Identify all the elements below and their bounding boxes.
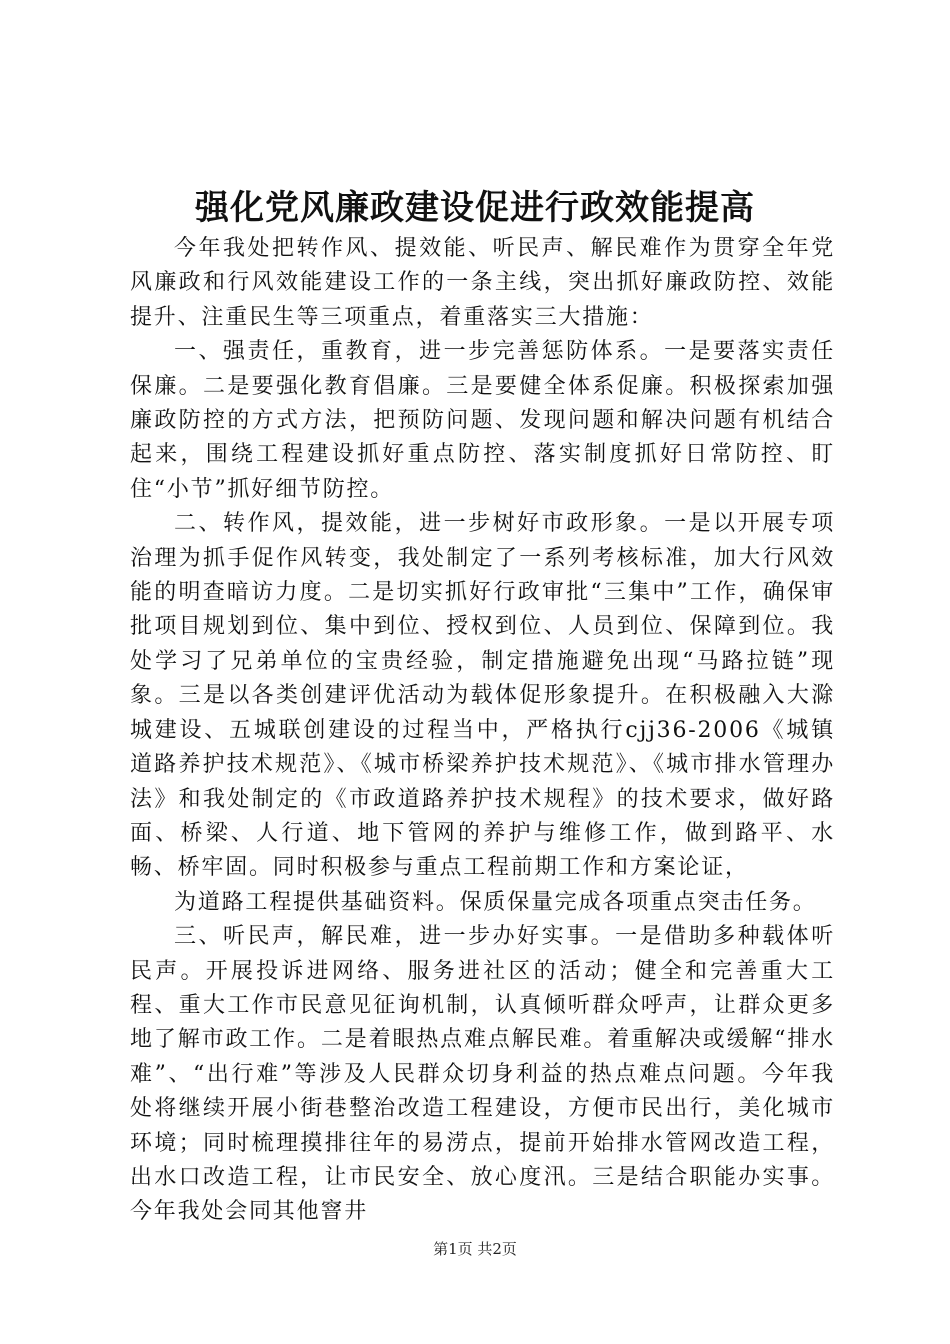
page-number-footer: 第1页 共2页: [433, 1240, 517, 1258]
document-title: 强化党风廉政建设促进行政效能提高: [195, 188, 755, 228]
paragraph-intro: 今年我处把转作风、提效能、听民声、解民难作为贯穿全年党风廉政和行风效能建设工作的一条主线，突出抓好廉政防控、效能提升、注重民生等三项重点，着重落实三大措施：: [130, 236, 835, 330]
paragraph-section-2: 二、转作风，提效能，进一步树好市政形象。一是以开展专项治理为抓手促作风转变，我处制定了一系列考核标准，加大行风效能的明查暗访力度。二是切实抓好行政审批“三集中”工作，确保审批项目规划到位、集中到位、授权到位、人员到位、保障到位。我处学习了兄弟单位的宝贵经验，制定措施避免出现“马路拉链”现象。三是以各类创建评优活动为载体促形象提升。在积极融入大滁城建设、五城联创建设的过程当中，严格执行cjj36-2006《城镇道路养护技术规范》、《城市桥梁养护技术规范》、《城市排水管理办法》和我处制定的《市政道路养护技术规程》的技术要求，做好路面、桥梁、人行道、地下管网的养护与维修工作，做到路平、水畅、桥牢固。同时积极参与重点工程前期工作和方案论证，: [130, 511, 835, 881]
paragraph-section-1: 一、强责任，重教育，进一步完善惩防体系。一是要落实责任保廉。二是要强化教育倡廉。三是要健全体系促廉。积极探索加强廉政防控的方式方法，把预防问题、发现问题和解决问题有机结合起来，围绕工程建设抓好重点防控、落实制度抓好日常防控、盯住“小节”抓好细节防控。: [130, 339, 835, 502]
paragraph-section-3: 三、听民声，解民难，进一步办好实事。一是借助多种载体听民声。开展投诉进网络、服务进社区的活动；健全和完善重大工程、重大工作市民意见征询机制，认真倾听群众呼声，让群众更多地了解市政工作。二是着眼热点难点解民难。着重解决或缓解“排水难”、“出行难”等涉及人民群众切身利益的热点难点问题。今年我处将继续开展小街巷整治改造工程建设，方便市民出行，美化城市环境；同时梳理摸排往年的易涝点，提前开始排水管网改造工程，出水口改造工程，让市民安全、放心度汛。三是结合职能办实事。今年我处会同其他窨井: [130, 924, 835, 1225]
document-body: [130, 232, 835, 1230]
paragraph-continuation: 为道路工程提供基础资料。保质保量完成各项重点突击任务。: [174, 889, 817, 915]
